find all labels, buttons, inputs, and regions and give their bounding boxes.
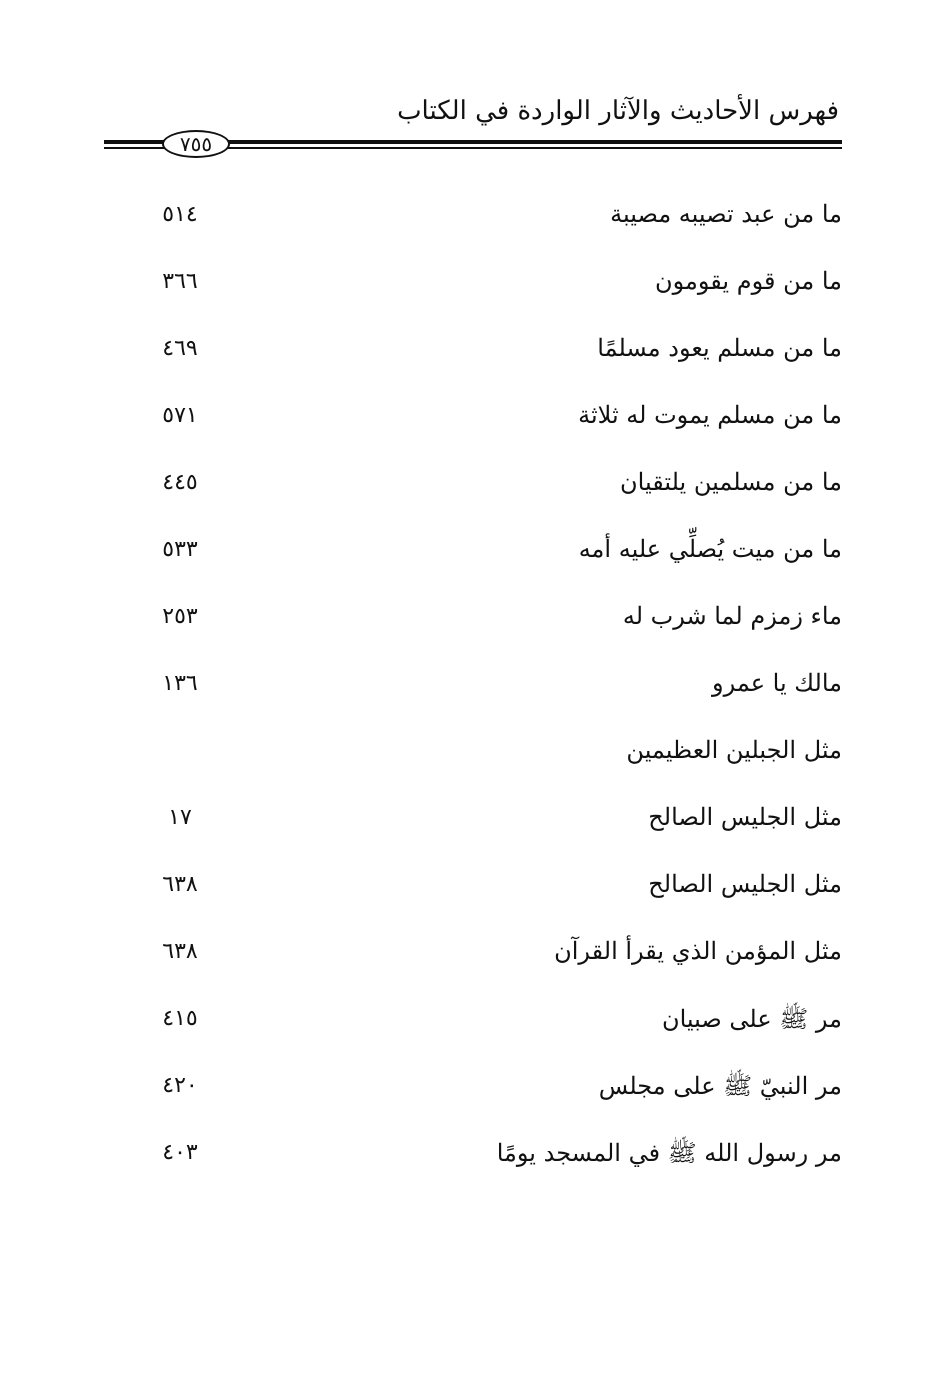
entry-page-number: ٢٥٣ [162, 604, 198, 629]
entry-page-number: ٤٢٠ [162, 1073, 198, 1098]
index-entry [140, 535, 842, 575]
entry-text: ما من ميت يُصلِّي عليه أمه [578, 535, 842, 563]
index-entry [140, 200, 842, 240]
index-entry [140, 334, 842, 374]
entry-page-number: ٤٦٩ [162, 336, 198, 361]
entry-page-number: ٦٣٨ [162, 939, 198, 964]
entry-page-number: ٥٣٣ [162, 537, 198, 562]
entry-text: ما من قوم يقومون [654, 267, 842, 295]
entry-text: ما من مسلم يعود مسلمًا [597, 334, 842, 362]
entry-text: مثل الجليس الصالح [648, 803, 842, 831]
entry-text: مثل المؤمن الذي يقرأ القرآن [554, 937, 842, 965]
entry-page-number: ٥٧١ [162, 403, 198, 428]
entry-text: ماء زمزم لما شرب له [622, 602, 842, 630]
entry-text: مالك يا عمرو [712, 669, 842, 697]
entry-page-number: ١٧ [168, 805, 192, 830]
header-rule [104, 130, 842, 160]
entry-page-number: ٤٠٣ [162, 1140, 198, 1165]
index-entry [140, 468, 842, 508]
entry-text: ما من مسلمين يلتقيان [620, 468, 842, 496]
entry-page-number: ١٣٦ [162, 671, 198, 696]
entry-page-number: ٦٣٨ [162, 872, 198, 897]
entry-text: مثل الجليس الصالح [648, 870, 842, 898]
page-title: فهرس الأحاديث والآثار الواردة في الكتاب [397, 96, 839, 126]
entry-page-number: ٣٦٦ [162, 269, 198, 294]
entry-page-number: ٤٤٥ [162, 470, 198, 495]
entry-text: مر النبيّ ﷺ على مجلس [598, 1072, 842, 1100]
entry-text: مر رسول الله ﷺ في المسجد يومًا [496, 1139, 842, 1167]
index-entry [140, 1138, 842, 1178]
entry-page-number: ٤١٥ [162, 1006, 198, 1031]
entry-text: ما من مسلم يموت له ثلاثة [578, 401, 842, 429]
index-entry [140, 736, 842, 776]
entry-text: ما من عبد تصيبه مصيبة [610, 200, 842, 228]
index-entry [140, 937, 842, 977]
index-entry [140, 870, 842, 910]
index-entry [140, 803, 842, 843]
index-entry [140, 1071, 842, 1111]
index-entry [140, 401, 842, 441]
index-entry [140, 669, 842, 709]
index-entry [140, 602, 842, 642]
page-number: ٧٥٥ [162, 130, 230, 158]
entry-page-number: ٥١٤ [162, 202, 198, 227]
index-entry [140, 1004, 842, 1044]
index-entry [140, 267, 842, 307]
entry-text: مر ﷺ على صبيان [661, 1005, 842, 1033]
entry-text: مثل الجبلين العظيمين [626, 736, 842, 764]
